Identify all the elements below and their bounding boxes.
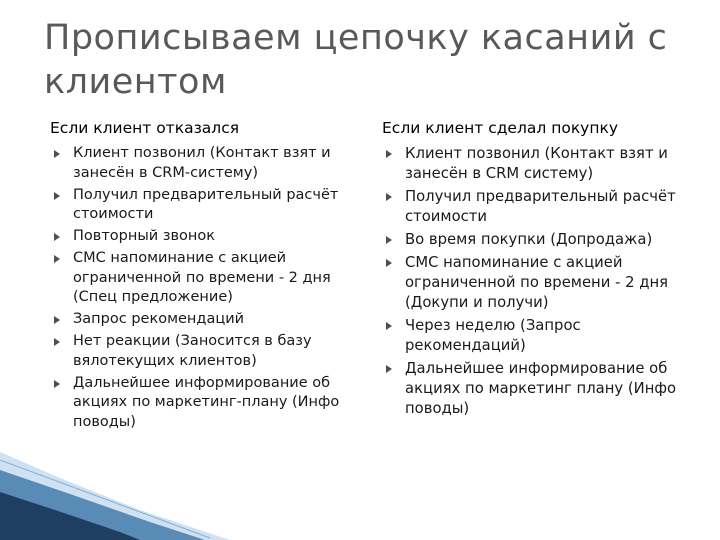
left-column (50, 118, 350, 435)
list-item (382, 144, 692, 184)
triangle-bullet-icon (54, 338, 60, 346)
list-item-text: Дальнейшее информирование об акциях по маркетинг-плану (Инфо поводы) (73, 374, 340, 430)
list-item-text: Во время покупки (Допродажа) (405, 231, 653, 248)
right-column (382, 118, 692, 422)
list-item-text: Получил предварительный расчёт стоимости (73, 186, 339, 222)
triangle-bullet-icon (54, 150, 60, 158)
left-column-heading: Если клиент отказался (50, 119, 240, 137)
triangle-bullet-icon (386, 193, 392, 201)
right-column-heading: Если клиент сделал покупку (382, 119, 619, 137)
triangle-bullet-icon (54, 192, 60, 200)
list-item-text: Клиент позвонил (Контакт взят и занесён в CRM систему) (405, 145, 668, 182)
triangle-bullet-icon (386, 150, 392, 158)
triangle-bullet-icon (54, 380, 60, 388)
slide-title: Прописываем цепочку касаний с клиентом (44, 18, 668, 102)
list-item-text: Получил предварительный расчёт стоимости (405, 188, 676, 225)
triangle-bullet-icon (386, 365, 392, 373)
list-item (50, 332, 350, 371)
list-item (382, 230, 692, 250)
triangle-bullet-icon (54, 255, 60, 263)
left-bullet-list (50, 144, 350, 432)
list-item (50, 249, 350, 308)
list-item-text: Дальнейшее информирование об акциях по маркетинг плану (Инфо поводы) (405, 360, 677, 417)
list-item (382, 359, 692, 419)
list-item-text: Повторный звонок (73, 228, 216, 244)
decor-wave-light (0, 452, 230, 540)
list-item (382, 316, 692, 356)
list-item-text: Запрос рекомендаций (73, 311, 245, 327)
list-item (50, 186, 350, 225)
triangle-bullet-icon (54, 316, 60, 324)
list-item (50, 310, 350, 330)
triangle-bullet-icon (386, 259, 392, 267)
right-bullet-list (382, 144, 692, 419)
list-item-text: СМС напоминание с акцией ограниченной по времени - 2 дня (Спец предложение) (73, 250, 331, 305)
decor-wave-dark (0, 492, 140, 540)
list-item-text: Через неделю (Запрос рекомендаций) (405, 317, 581, 354)
triangle-bullet-icon (54, 233, 60, 241)
list-item (382, 253, 692, 313)
decor-stroke (0, 460, 210, 538)
list-item (382, 187, 692, 227)
list-item (50, 227, 350, 247)
decor-wave-mid (0, 470, 205, 540)
list-item-text: Клиент позвонил (Контакт взят и занесён в CRM-систему) (73, 145, 331, 181)
list-item-text: Нет реакции (Заносится в базу вялотекущих клиентов) (73, 333, 312, 369)
list-item (50, 374, 350, 433)
triangle-bullet-icon (386, 322, 392, 330)
triangle-bullet-icon (386, 236, 392, 244)
list-item (50, 144, 350, 183)
list-item-text: СМС напоминание с акцией ограниченной по времени - 2 дня (Докупи и получи) (405, 254, 669, 311)
